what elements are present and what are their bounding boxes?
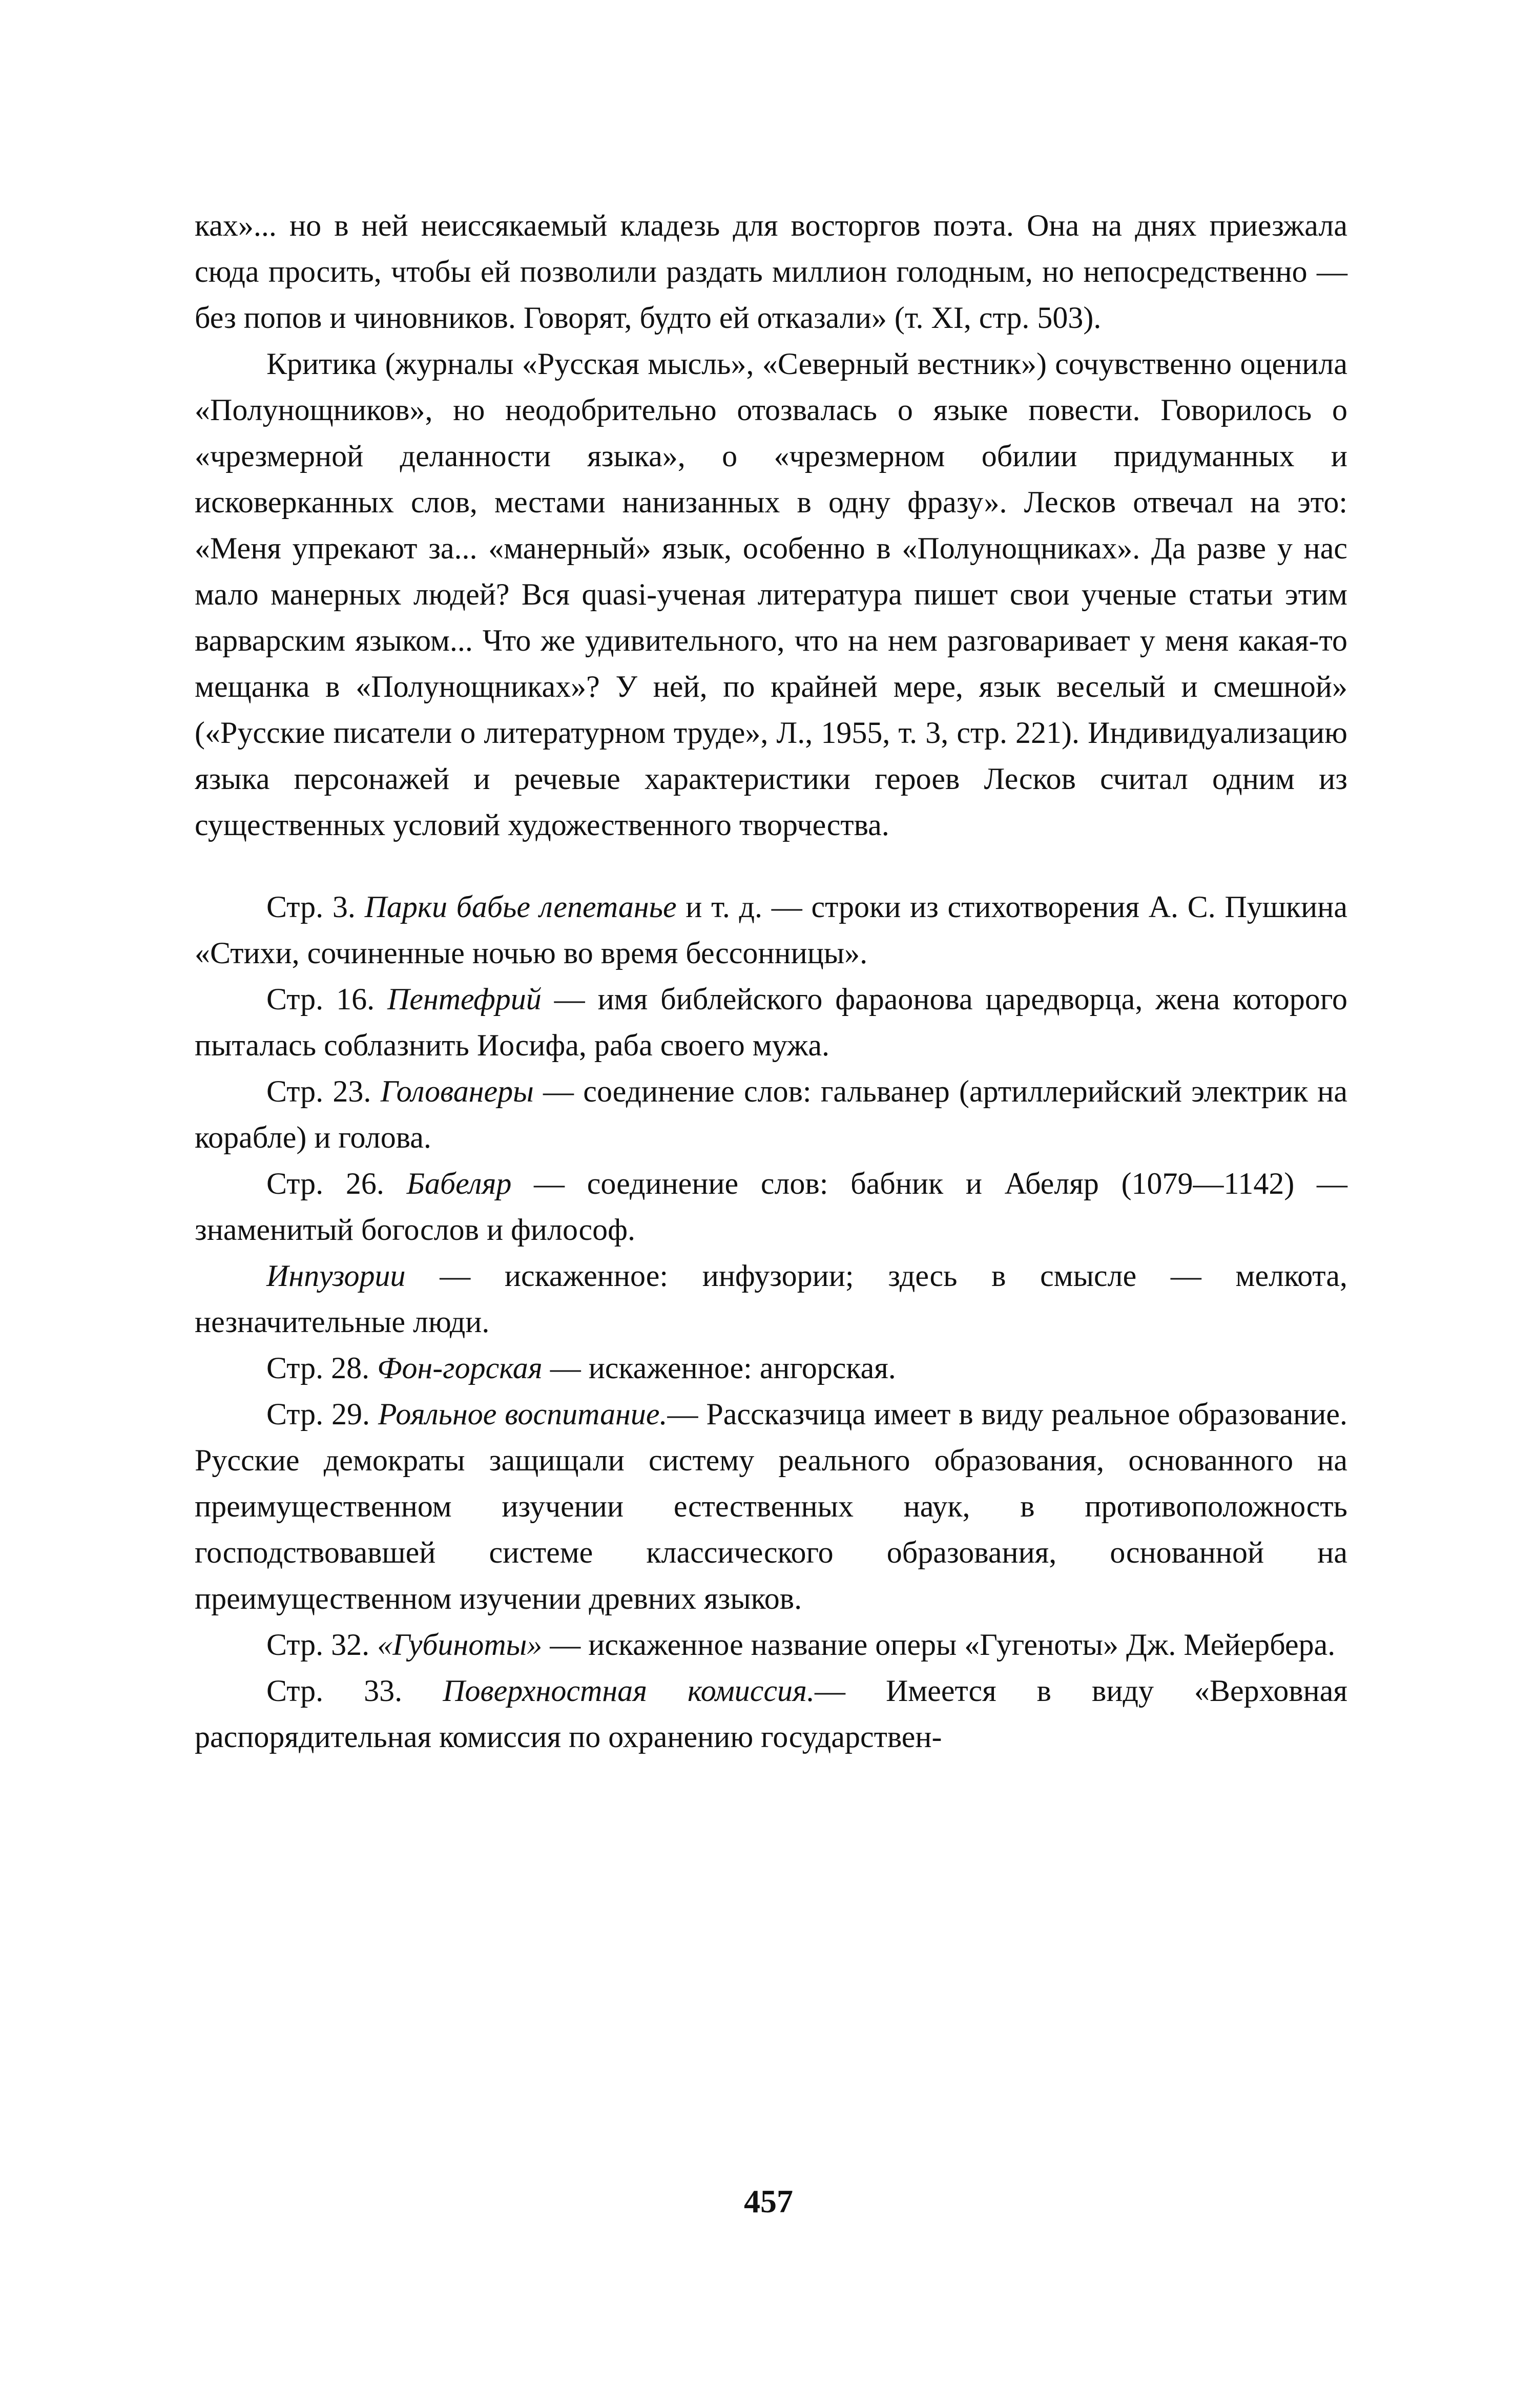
notes-list — [195, 884, 1347, 1760]
section-gap — [195, 848, 1347, 884]
note-ref: Стр. 16. — [266, 982, 387, 1016]
note-text: — соединение слов: гальванер (артиллерийский электрик на корабле) и голова. — [195, 1074, 1348, 1154]
note-text: — искаженное: инфузории; здесь в смысле — мелкота, незначительные люди. — [195, 1259, 1347, 1339]
note-text: — искаженное: ангорская. — [542, 1351, 896, 1385]
note-ref: Стр. 23. — [266, 1074, 381, 1108]
note-term: Инпузории — [266, 1259, 406, 1293]
note-item — [195, 1391, 1347, 1622]
note-ref: Стр. 33. — [266, 1674, 443, 1708]
note-term: Пентефрий — [387, 982, 542, 1016]
note-term: «Губиноты» — [377, 1628, 543, 1662]
note-term: Фон-горская — [377, 1351, 543, 1385]
note-item — [195, 976, 1347, 1068]
note-item — [195, 1345, 1347, 1391]
note-term: Парки бабье лепетанье — [364, 890, 677, 924]
note-item — [195, 884, 1347, 976]
note-item — [195, 1253, 1347, 1345]
page-number: 457 — [744, 2183, 793, 2219]
note-ref: Стр. 28. — [266, 1351, 378, 1385]
note-item — [195, 1068, 1347, 1160]
note-text: и т. д. — строки из стихотворения А. С. Пушкина «Стихи, сочиненные ночью во время бессонницы». — [195, 890, 1348, 970]
note-text: — соединение слов: бабник и Абеляр (1079—1142) — знаменитый богослов и философ. — [195, 1167, 1347, 1247]
critique-paragraph: Критика (журналы «Русская мысль», «Северный вестник») сочувственно оценила «Полунощников», но неодобрительно отозвалась о языке повести. Говорилось о «чрезмерной деланности языка», о «чрезмерном обилии придуманных и исковерканных слов, местами нанизанных в одну фразу». Лесков отвечал на это: «Меня упрекают за... «манерный» язык, особенно в «Полунощниках». Да разве у нас мало манерных людей? Вся quasi-ученая литература пишет свои ученые статьи этим варварским языком... Что же удивительного, что на нем разговаривает у меня какая-то мещанка в «Полунощниках»? У ней, по крайней мере, язык веселый и смешной» («Русские писатели о литературном труде», Л., 1955, т. 3, стр. 221). Индивидуализацию языка персонажей и речевые характеристики героев Лесков считал одним из существенных условий художественного творчества. — [195, 347, 1347, 842]
note-text: — искаженное название оперы «Гугеноты» Дж. Мейербера. — [542, 1628, 1336, 1662]
note-item — [195, 1668, 1347, 1760]
note-term: Голованеры — [380, 1074, 534, 1108]
note-term: Поверхностная комиссия. — [443, 1674, 815, 1708]
note-item — [195, 1160, 1347, 1253]
note-ref: Стр. 29. — [266, 1397, 378, 1431]
page-body — [195, 202, 1347, 1760]
note-item — [195, 1622, 1347, 1668]
note-ref: Стр. 3. — [266, 890, 365, 924]
note-ref: Стр. 26. — [266, 1167, 407, 1200]
note-text: — имя библейского фараонова царедворца, жена которого пыталась соблазнить Иосифа, раба своего мужа. — [195, 982, 1347, 1062]
note-ref: Стр. 32. — [266, 1628, 378, 1662]
continuation-paragraph: ках»... но в ней неиссякаемый кладезь для восторгов поэта. Она на днях приезжала сюда просить, чтобы ей позволили раздать миллион голодным, но непосредственно — без попов и чиновников. Говорят, будто ей отказали» (т. XI, стр. 503). — [195, 209, 1347, 335]
note-term: Рояльное воспитание. — [378, 1397, 668, 1431]
note-term: Бабеляр — [406, 1167, 512, 1200]
note-text: — Рассказчица имеет в виду реальное образование. Русские демократы защищали систему реального образования, основанного на преимущественном изучении естественных наук, в противоположность господствовавшей системе классического образования, основанной на преимущественном изучении древних языков. — [195, 1397, 1348, 1615]
note-text: — Имеется в виду «Верховная распорядительная комиссия по охранению государствен- — [195, 1674, 1348, 1754]
